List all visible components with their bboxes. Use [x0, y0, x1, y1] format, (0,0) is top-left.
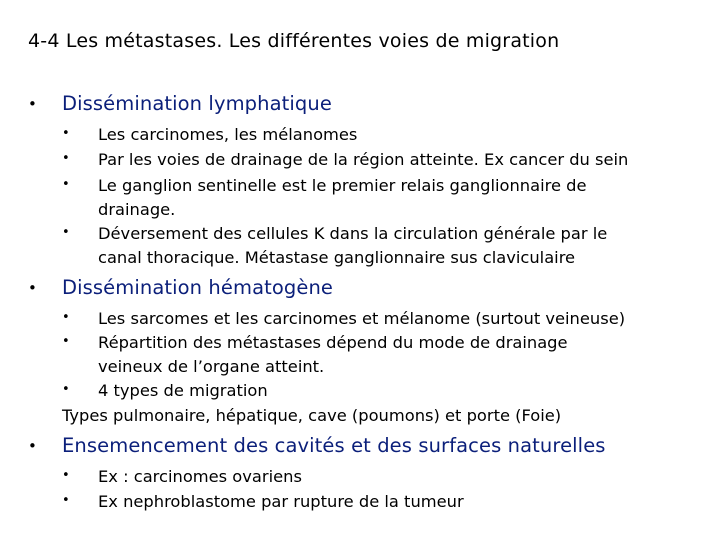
list-item-text: Ex nephroblastome par rupture de la tumeur [98, 492, 464, 511]
item-bullet: • [62, 151, 70, 166]
item-bullet: • [62, 493, 70, 508]
slide-title: 4-4 Les métastases. Les différentes voies de migration [28, 30, 560, 52]
section-bullet: • [28, 95, 37, 113]
section-heading-ensemencement: Ensemencement des cavités et des surfaces naturelles [62, 434, 606, 457]
item-bullet: • [62, 382, 70, 397]
list-item-text: Par les voies de drainage de la région atteinte. Ex cancer du sein [98, 150, 629, 169]
section-heading-hematogene: Dissémination hématogène [62, 276, 334, 299]
list-item-text: Ex : carcinomes ovariens [98, 467, 302, 486]
section-bullet: • [28, 279, 37, 297]
section-heading-lymphatique: Dissémination lymphatique [62, 92, 332, 115]
list-item-text: Répartition des métastases dépend du mode de drainage [98, 333, 568, 352]
item-bullet: • [62, 177, 70, 192]
list-item-text: Les sarcomes et les carcinomes et mélanome (surtout veineuse) [98, 309, 626, 328]
list-item-text: 4 types de migration [98, 381, 268, 400]
list-item-text: Les carcinomes, les mélanomes [98, 125, 358, 144]
item-bullet: • [62, 334, 70, 349]
list-item-text: Le ganglion sentinelle est le premier relais ganglionnaire de [98, 176, 587, 195]
list-item-text-continued: drainage. [98, 200, 176, 219]
item-bullet: • [62, 126, 70, 141]
section-bullet: • [28, 437, 37, 455]
item-bullet: • [62, 468, 70, 483]
section-note: Types pulmonaire, hépatique, cave (poumons) et porte (Foie) [62, 406, 562, 425]
item-bullet: • [62, 310, 70, 325]
list-item-text-continued: veineux de l’organe atteint. [98, 357, 325, 376]
list-item-text-continued: canal thoracique. Métastase ganglionnaire sus claviculaire [98, 248, 576, 267]
item-bullet: • [62, 225, 70, 240]
list-item-text: Déversement des cellules K dans la circulation générale par le [98, 224, 608, 243]
